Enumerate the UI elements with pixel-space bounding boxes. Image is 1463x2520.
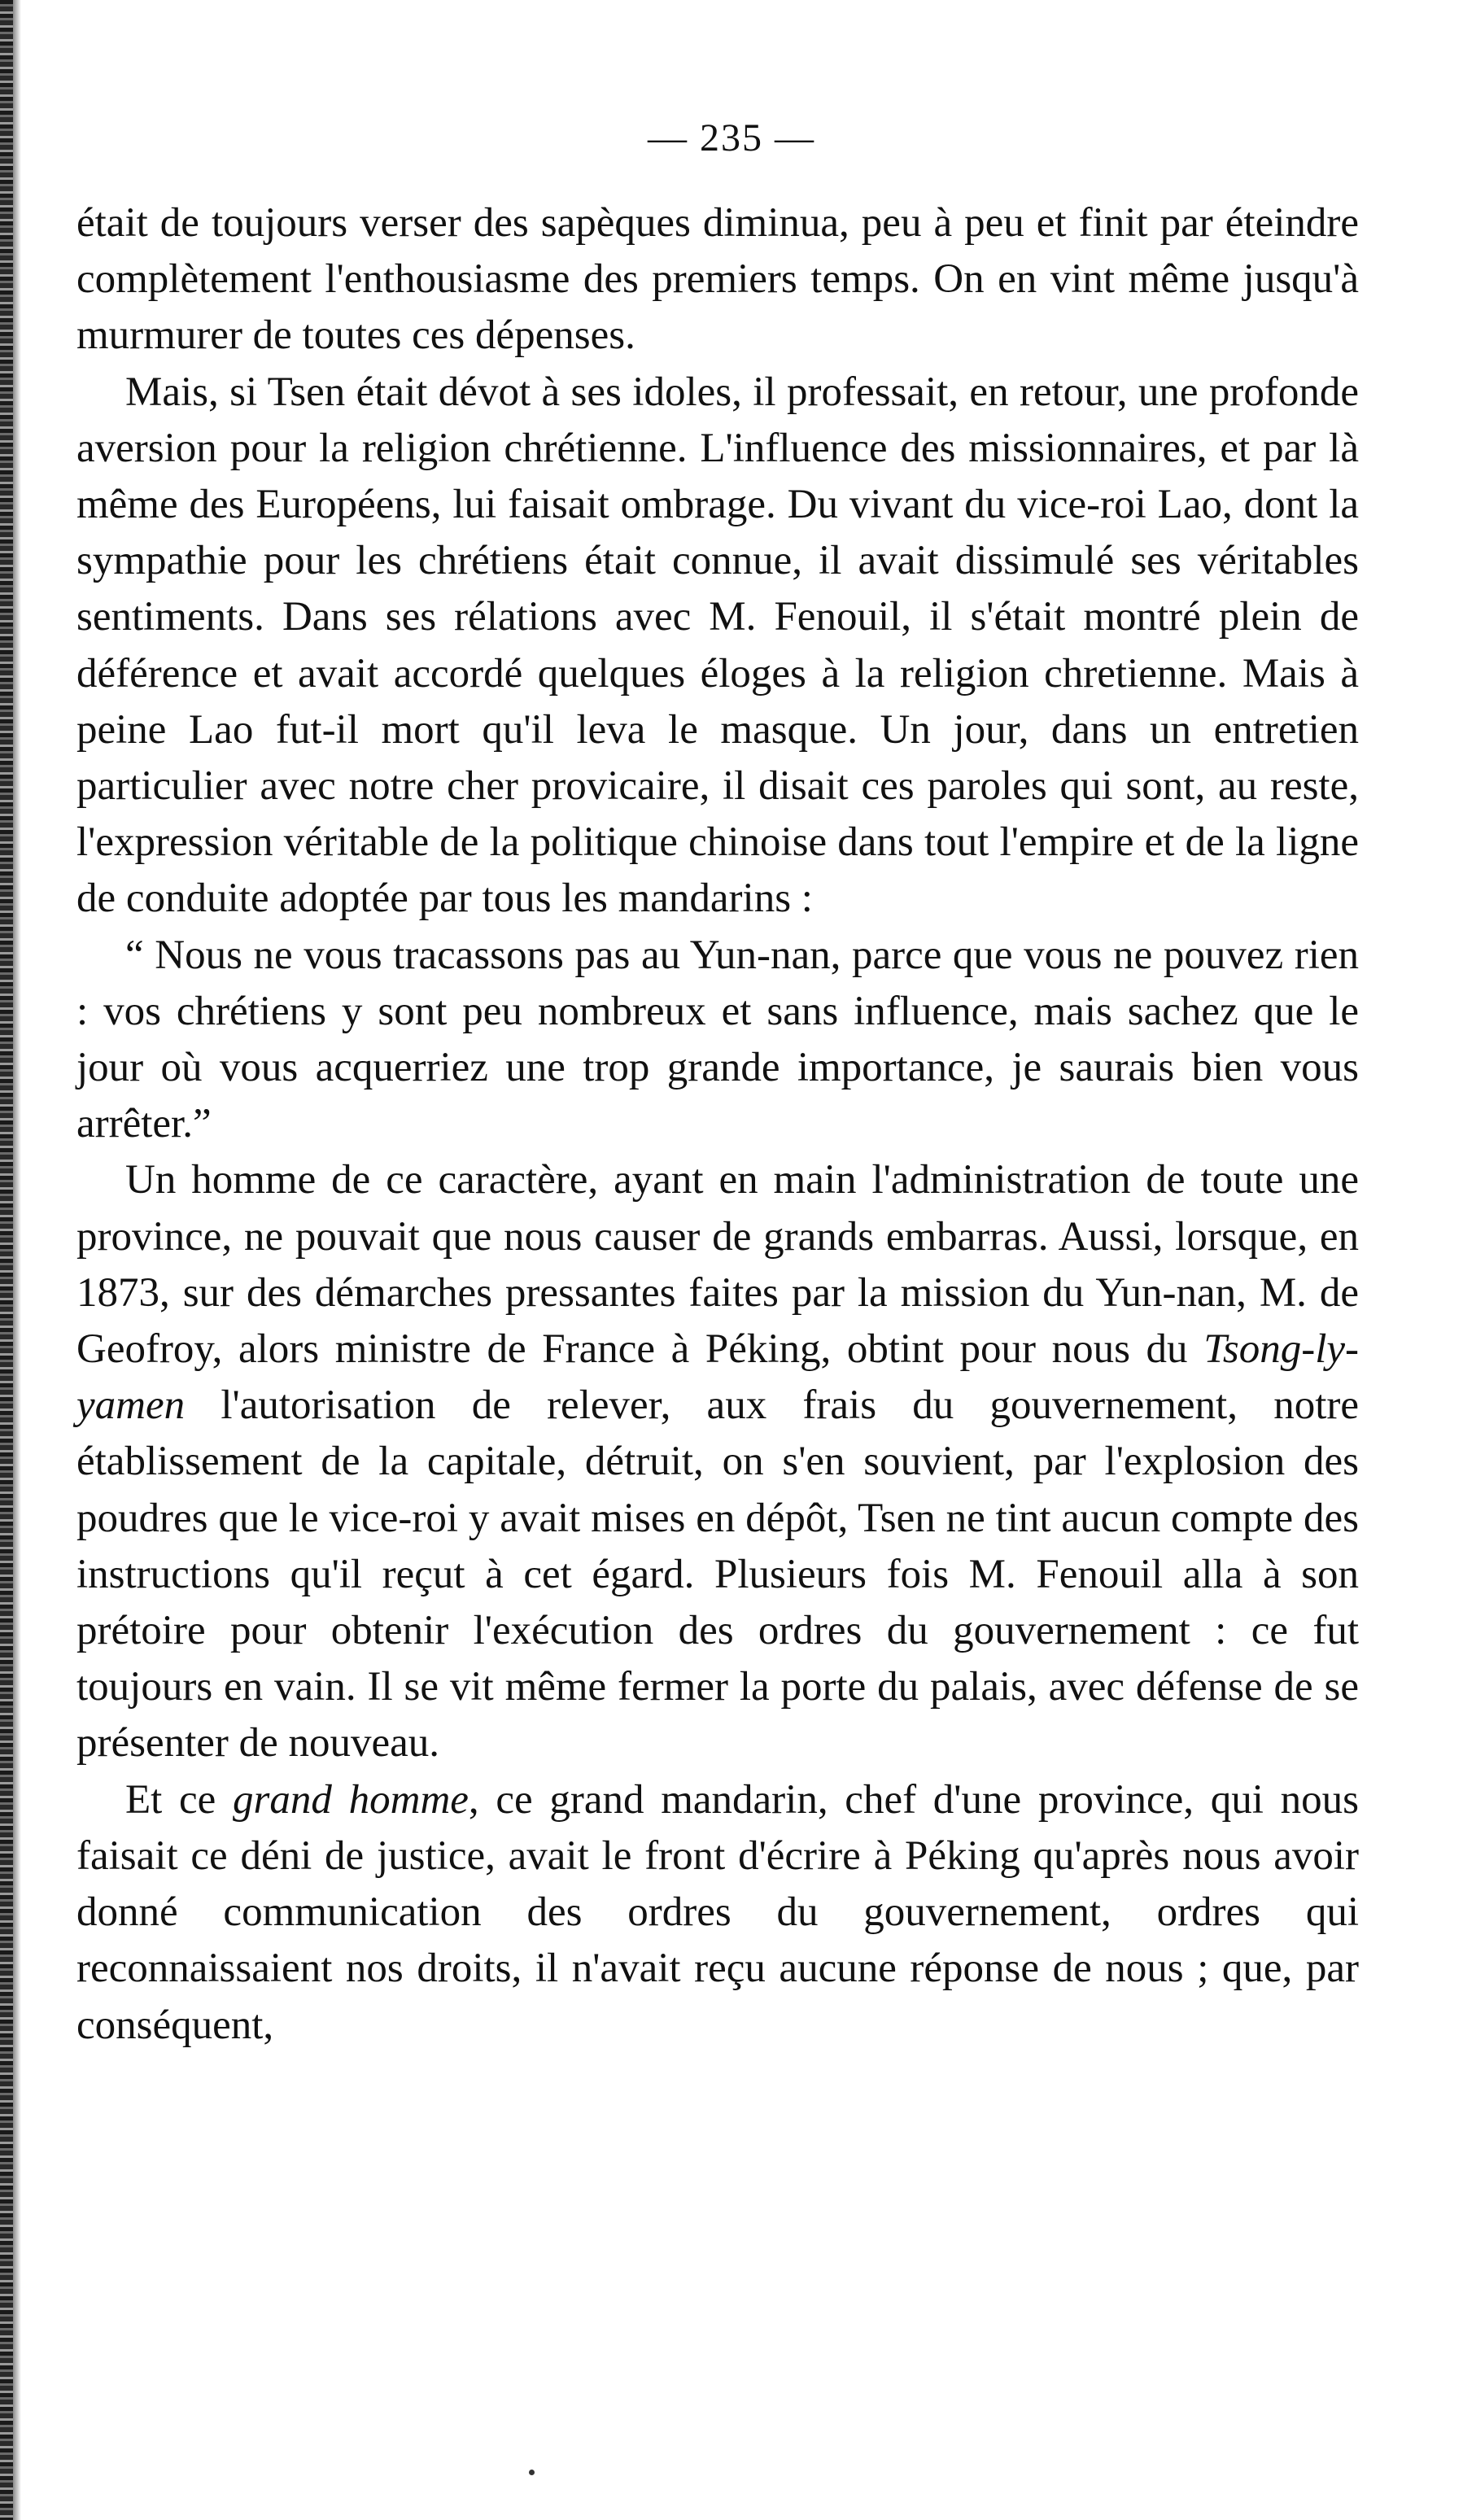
paragraph-5-part-1: Et ce bbox=[125, 1776, 234, 1823]
body-text bbox=[76, 195, 1359, 2054]
paragraph-5-part-2: , ce grand mandarin, chef d'une province, qui nous faisait ce déni de justice, avait le front d'écrire à Péking qu'après nous avoir donné communication des ordres du gouvernement, ordres qui reconnaissaient nos droits, il n'avait reçu aucune réponse de nous ; que, par conséquent, bbox=[76, 1776, 1359, 2048]
page-number: — 235 — bbox=[648, 116, 815, 159]
paragraph-4-part-2: l'autorisation de relever, aux frais du gouvernement, notre établissement de la capitale, détruit, on s'en souvient, par l'explosion des poudres que le vice-roi y avait mises en dépôt, Tsen ne tint aucun compte des instructions qu'il reçut à cet égard. Plusieurs fois M. Fenouil alla à son prétoire pour obtenir l'exécution des ordres du gouvernement : ce fut toujours en vain. Il se vit même fermer la porte du palais, avec défense de se présenter de nouveau. bbox=[76, 1382, 1359, 1767]
ink-speck bbox=[529, 2470, 535, 2475]
paragraph-2: Mais, si Tsen était dévot à ses idoles, il professait, en retour, une profonde aversion pour la religion chrétienne. L'influence des missionnaires, et par là même des Européens, lui faisait ombrage. Du vivant du vice-roi Lao, dont la sympathie pour les chrétiens était connue, il avait dissimulé ses véritables sentiments. Dans ses rélations avec M. Fenouil, il s'était montré plein de déférence et avait accordé quelques éloges à la religion chretienne. Mais à peine Lao fut-il mort qu'il leva le masque. Un jour, dans un entretien particulier avec notre cher provicaire, il disait ces paroles qui sont, au reste, l'expression véritable de la politique chinoise dans tout l'empire et de la ligne de conduite adoptée par tous les mandarins : bbox=[76, 369, 1359, 922]
paragraph-5 bbox=[76, 1772, 1359, 2054]
page-binding-shadow bbox=[13, 0, 21, 2520]
paragraph-4-italic: Tsong-ly-yamen bbox=[76, 1326, 1359, 1429]
paragraph-4 bbox=[76, 1152, 1359, 1771]
paragraph-5-italic: grand homme bbox=[233, 1776, 469, 1823]
paragraph-4-part-1: Un homme de ce caractère, ayant en main l'administration de toute une province, ne pouvait que nous causer de grands embarras. Aussi, lorsque, en 1873, sur des démarches pressantes faites par la mission du Yun-nan, M. de Geofroy, alors ministre de France à Péking, obtint pour nous du bbox=[76, 1157, 1359, 1373]
page-binding-edge bbox=[0, 0, 13, 2520]
quotation-paragraph: “ Nous ne vous tracassons pas au Yun-nan, parce que vous ne pouvez rien : vos chrétiens y sont peu nombreux et sans influence, mais sachez que le jour où vous acquerriez une trop grande importance, je saurais bien vous arrêter.” bbox=[76, 932, 1359, 1147]
paragraph-1: était de toujours verser des sapèques diminua, peu à peu et finit par éteindre complètement l'enthousiasme des premiers temps. On en vint même jusqu'à murmurer de toutes ces dépenses. bbox=[76, 200, 1359, 359]
